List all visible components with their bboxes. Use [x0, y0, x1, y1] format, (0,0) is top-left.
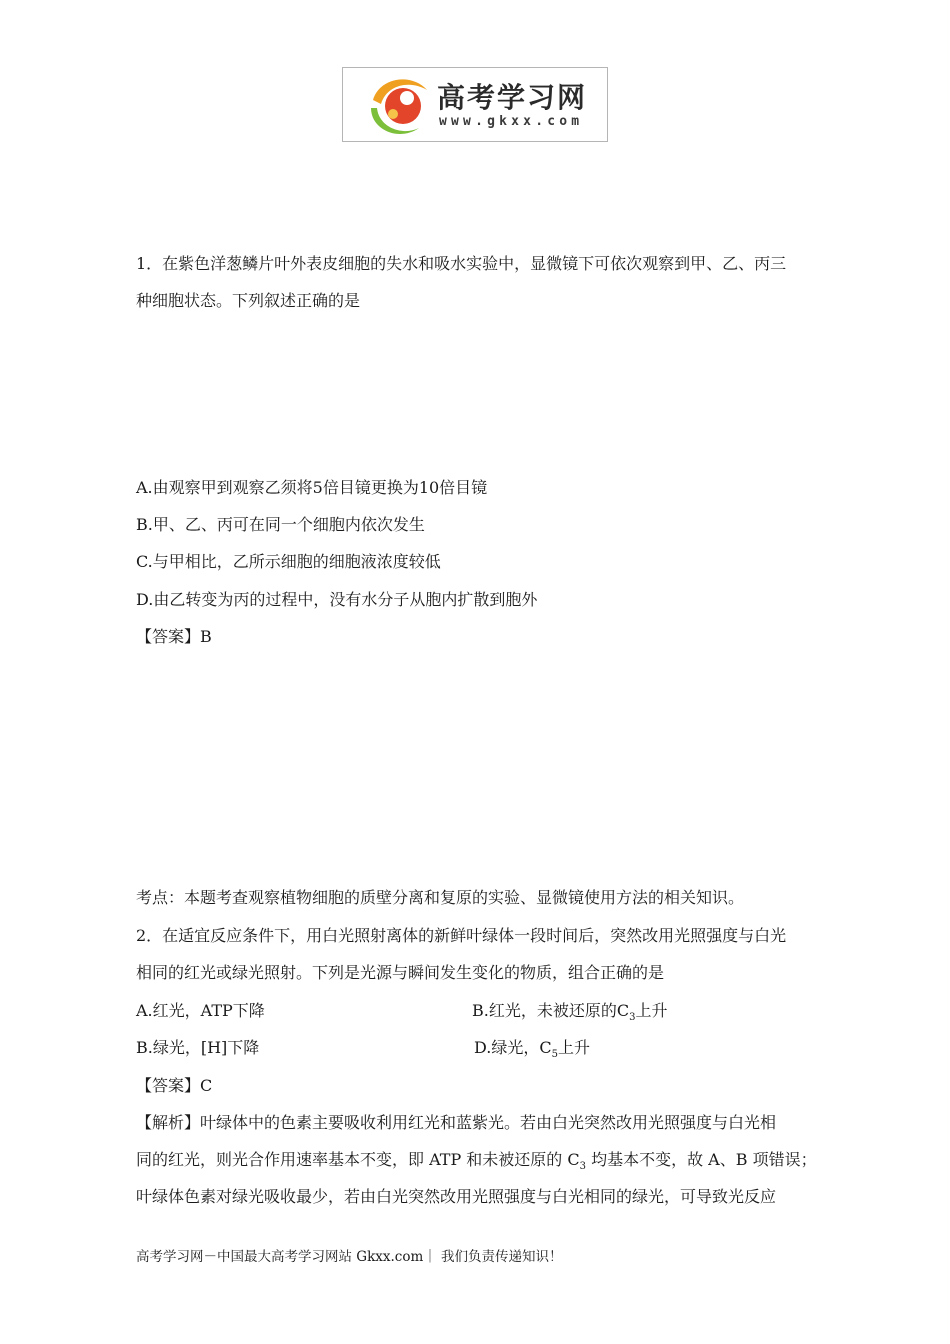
q1-stem-line2: 种细胞状态。下列叙述正确的是	[136, 291, 361, 310]
q1-option-d: D.由乙转变为丙的过程中，没有水分子从胞内扩散到胞外	[136, 590, 538, 609]
q2-option-a: A.红光，ATP下降	[136, 1001, 265, 1020]
q2-stem-line2: 相同的红光或绿光照射。下列是光源与瞬间发生变化的物质，组合正确的是	[136, 963, 665, 982]
q2-stem-line1: 2．在适宜反应条件下，用白光照射离体的新鲜叶绿体一段时间后，突然改用光照强度与白光	[136, 926, 787, 945]
q2-answer: 【答案】C	[136, 1076, 213, 1095]
logo-emblem-icon	[363, 70, 433, 140]
q1-stem-line1: 1．在紫色洋葱鳞片叶外表皮细胞的失水和吸水实验中，显微镜下可依次观察到甲、乙、丙三	[136, 254, 787, 273]
q2-option-b: B.红光，未被还原的$C_3$上升	[472, 1001, 668, 1023]
q2-analysis-line1: 【解析】叶绿体中的色素主要吸收利用红光和蓝紫光。若由白光突然改用光照强度与白光相	[136, 1113, 777, 1132]
q2-option-d: D.绿光，$C_5$上升	[474, 1038, 590, 1060]
q1-answer: 【答案】B	[136, 627, 212, 646]
page-footer: 高考学习网－中国最大高考学习网站 Gkxx.com｜ 我们负责传递知识！	[136, 1249, 563, 1265]
q2-options-row1	[136, 1000, 668, 1023]
q2-analysis-line3: 叶绿体色素对绿光吸收最少，若由白光突然改用光照强度与白光相同的绿光，可导致光反应	[136, 1187, 777, 1206]
site-logo	[342, 67, 608, 142]
q1-option-a: A.由观察甲到观察乙须将5倍目镜更换为10倍目镜	[136, 478, 488, 497]
q1-option-b: B.甲、乙、丙可在同一个细胞内依次发生	[136, 515, 425, 534]
logo-title: 高考学习网	[437, 81, 588, 114]
q2-option-c: B.绿光，[H]下降	[136, 1038, 260, 1057]
q1-option-c: C.与甲相比，乙所示细胞的细胞液浓度较低	[136, 552, 441, 571]
q1-note: 考点：本题考查观察植物细胞的质壁分离和复原的实验、显微镜使用方法的相关知识。	[136, 888, 745, 907]
q2-options-row2	[136, 1037, 590, 1060]
logo-url: www.gkxx.com	[439, 114, 584, 129]
q2-analysis-line2: 同的红光，则光合作用速率基本不变，即 ATP 和未被还原的 $C_3$ 均基本不变，故 A、B 项错误；	[136, 1150, 817, 1172]
